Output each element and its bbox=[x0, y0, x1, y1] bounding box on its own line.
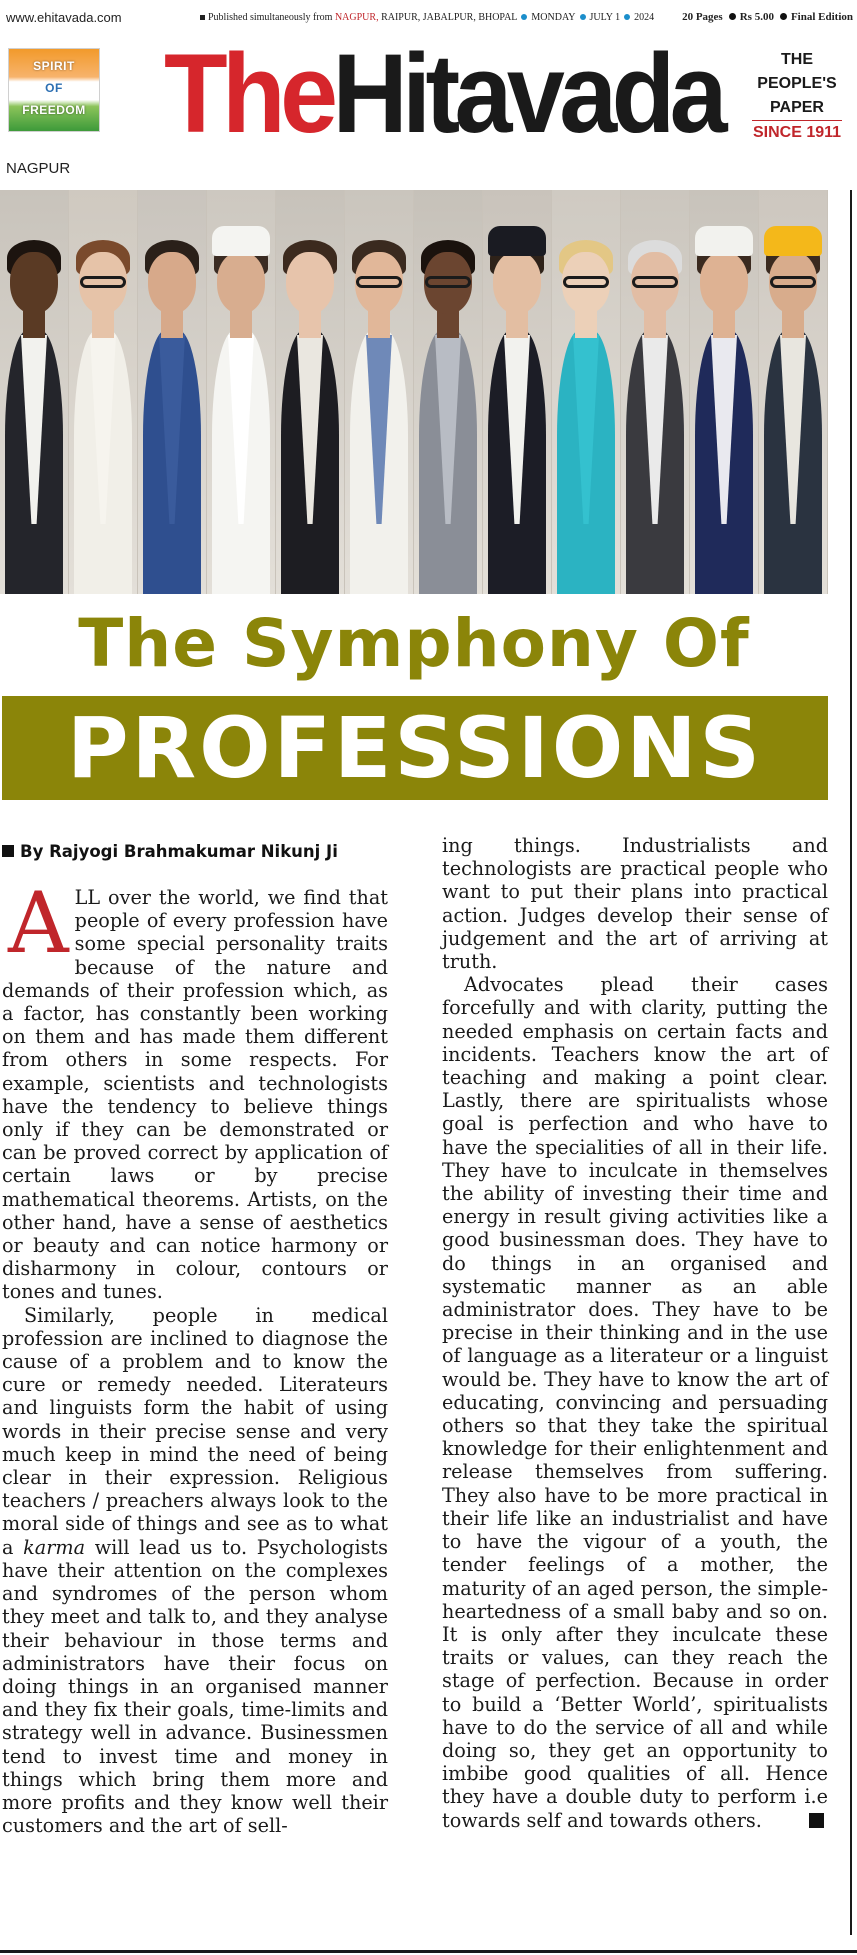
edition-info bbox=[682, 11, 853, 23]
article-paragraph bbox=[442, 834, 828, 973]
portrait-face bbox=[286, 252, 334, 314]
city-highlight: NAGPUR, bbox=[334, 12, 379, 23]
logo-the: The bbox=[164, 31, 333, 156]
price: Rs 5.00 bbox=[739, 11, 774, 23]
square-bullet-icon bbox=[2, 845, 14, 857]
bullet-icon bbox=[729, 13, 736, 20]
newspaper-logo[interactable] bbox=[164, 31, 722, 156]
professional-portrait bbox=[69, 190, 138, 594]
tagline-line-1: THE PEOPLE'S bbox=[757, 51, 837, 92]
headline: PROFESSIONS bbox=[66, 699, 764, 797]
edition-location: NAGPUR bbox=[6, 160, 71, 177]
badge-line-1: SPIRIT bbox=[33, 59, 75, 73]
portrait-hat bbox=[488, 226, 546, 256]
site-url[interactable]: www.ehitavada.com bbox=[6, 10, 122, 25]
professional-portrait bbox=[759, 190, 828, 594]
portrait-face bbox=[217, 252, 265, 314]
portrait-hat bbox=[695, 226, 753, 256]
emphasis-word: karma bbox=[23, 1535, 86, 1559]
professional-portrait bbox=[414, 190, 483, 594]
professional-portrait bbox=[207, 190, 276, 594]
paragraph-text: will lead us to. Psychologists have their attention on the complexes and syndromes of the person whom they meet and talk to, and they analyse their behaviour in those terms and administrators have their focus on doing things in an organised manner and they fix their goals, time-limits and strategy well in advance. Businessmen tend to invest time and money in things which bring them more and more profits and they know well their customers and the art of sell- bbox=[2, 1535, 388, 1838]
professional-portrait bbox=[138, 190, 207, 594]
portrait-hat bbox=[212, 226, 270, 256]
dot-icon bbox=[624, 14, 630, 20]
glasses-icon bbox=[632, 276, 678, 288]
logo-name: Hitavada bbox=[332, 31, 722, 156]
headline-band bbox=[2, 696, 828, 800]
column-divider bbox=[850, 190, 852, 1935]
byline-text: By Rajyogi Brahmakumar Nikunj Ji bbox=[20, 842, 338, 861]
tagline-line-2: PAPER bbox=[770, 99, 824, 116]
dot-icon bbox=[521, 14, 527, 20]
professions-photo-strip bbox=[0, 190, 828, 594]
spirit-of-freedom-badge bbox=[8, 48, 100, 132]
badge-line-2: OF bbox=[45, 81, 63, 95]
article-paragraph bbox=[2, 1304, 388, 1838]
paragraph-text: ing things. Industrialists and technologists are practical people who want to put their plans into practical action. Judges develop their sense of judgement and the art of arriving at truth. bbox=[442, 834, 828, 974]
tagline-line-3: SINCE 1911 bbox=[752, 124, 842, 141]
tagline bbox=[745, 48, 849, 145]
article-paragraph bbox=[2, 874, 388, 1304]
end-of-article-mark bbox=[809, 1813, 824, 1828]
article-column-left bbox=[2, 874, 388, 1838]
paragraph-text: Similarly, people in medical profession are inclined to diagnose the cause of a problem and to know the cure or remedy needed. Literateurs and linguists form the habit of using words in their precise sense and very much keep in mind the need of being clear in their expression. Religious teachers / preachers always look to the moral side of things and see as to what a bbox=[2, 1303, 388, 1559]
professional-portrait bbox=[552, 190, 621, 594]
professional-portrait bbox=[276, 190, 345, 594]
issue-date: JULY 1 bbox=[589, 12, 621, 23]
article-paragraph bbox=[442, 973, 828, 1832]
headline-kicker: The Symphony Of bbox=[78, 605, 750, 682]
professional-portrait bbox=[483, 190, 552, 594]
page-count: 20 Pages bbox=[682, 11, 723, 23]
edition-label: Final Edition bbox=[790, 11, 853, 23]
top-strip bbox=[0, 0, 857, 30]
publication-line bbox=[200, 12, 654, 23]
issue-day: MONDAY bbox=[531, 12, 576, 23]
article-column-right bbox=[442, 834, 828, 1832]
portrait-hat bbox=[764, 226, 822, 256]
dot-icon bbox=[580, 14, 586, 20]
portrait-face bbox=[10, 252, 58, 314]
portrait-face bbox=[493, 252, 541, 314]
professional-portrait bbox=[690, 190, 759, 594]
glasses-icon bbox=[356, 276, 402, 288]
professional-portrait bbox=[0, 190, 69, 594]
square-bullet-icon bbox=[200, 15, 205, 20]
glasses-icon bbox=[563, 276, 609, 288]
glasses-icon bbox=[425, 276, 471, 288]
paragraph-text: LL over the world, we find that people of every profession have some special personality traits because of the nature and demands of their profession which, as a factor, has constantly been working on them and has made them different from others in some respects. For example, scientists and technologists have the tendency to believe things only if they can be demonstrated or can be proved correct by application of certain laws or by precise mathematical theorems. Artists, on the other hand, have a sense of aesthetics or beauty and can notice harmony or disharmony in colour, contours or tones and tunes. bbox=[2, 886, 388, 1304]
professional-portrait bbox=[345, 190, 414, 594]
portrait-face bbox=[148, 252, 196, 314]
issue-year: 2024 bbox=[634, 12, 655, 23]
bullet-icon bbox=[780, 13, 787, 20]
badge-line-3: FREEDOM bbox=[22, 103, 86, 117]
glasses-icon bbox=[80, 276, 126, 288]
published-prefix: Published simultaneously from bbox=[208, 12, 333, 23]
byline bbox=[2, 842, 338, 861]
drop-cap: A bbox=[8, 874, 69, 972]
paragraph-text: Advocates plead their cases forcefully and with clarity, putting the needed emphasis on certain facts and incidents. Teachers know the art of teaching and making a point clear. Lastly, there are spiritualists whose goal is perfection and who have to have the specialities of all in their life. They have to inculcate in themselves the ability of investing their time and energy in result giving activities like a good businessman does. They have to do things in an organised and systematic manner as an able administrator does. They have to be precise in their thinking and in the use of language as a literateur or a linguist would be. They have to know the art of educating, convincing and persuading others so that they take the spiritual knowledge for their enlightenment and release themselves from suffering. They also have to be more practical in their life like an industrialist and have to have the vigour of a youth, the tender feelings of a mother, the maturity of an aged person, the simple-heartedness of a small baby and so on. It is only after they inculcate these traits or values, can they reach the stage of perfection. Because in order to build a ‘Better World’, spiritualists have to do the service of all and while doing so, they get an opportunity to imbibe good qualities of all. Hence they have a double duty to perform i.e towards self and towards others. bbox=[442, 973, 828, 1832]
bottom-rule bbox=[0, 1950, 857, 1953]
cities-list: RAIPUR, JABALPUR, BHOPAL bbox=[381, 12, 518, 23]
glasses-icon bbox=[770, 276, 816, 288]
portrait-face bbox=[700, 252, 748, 314]
professional-portrait bbox=[621, 190, 690, 594]
